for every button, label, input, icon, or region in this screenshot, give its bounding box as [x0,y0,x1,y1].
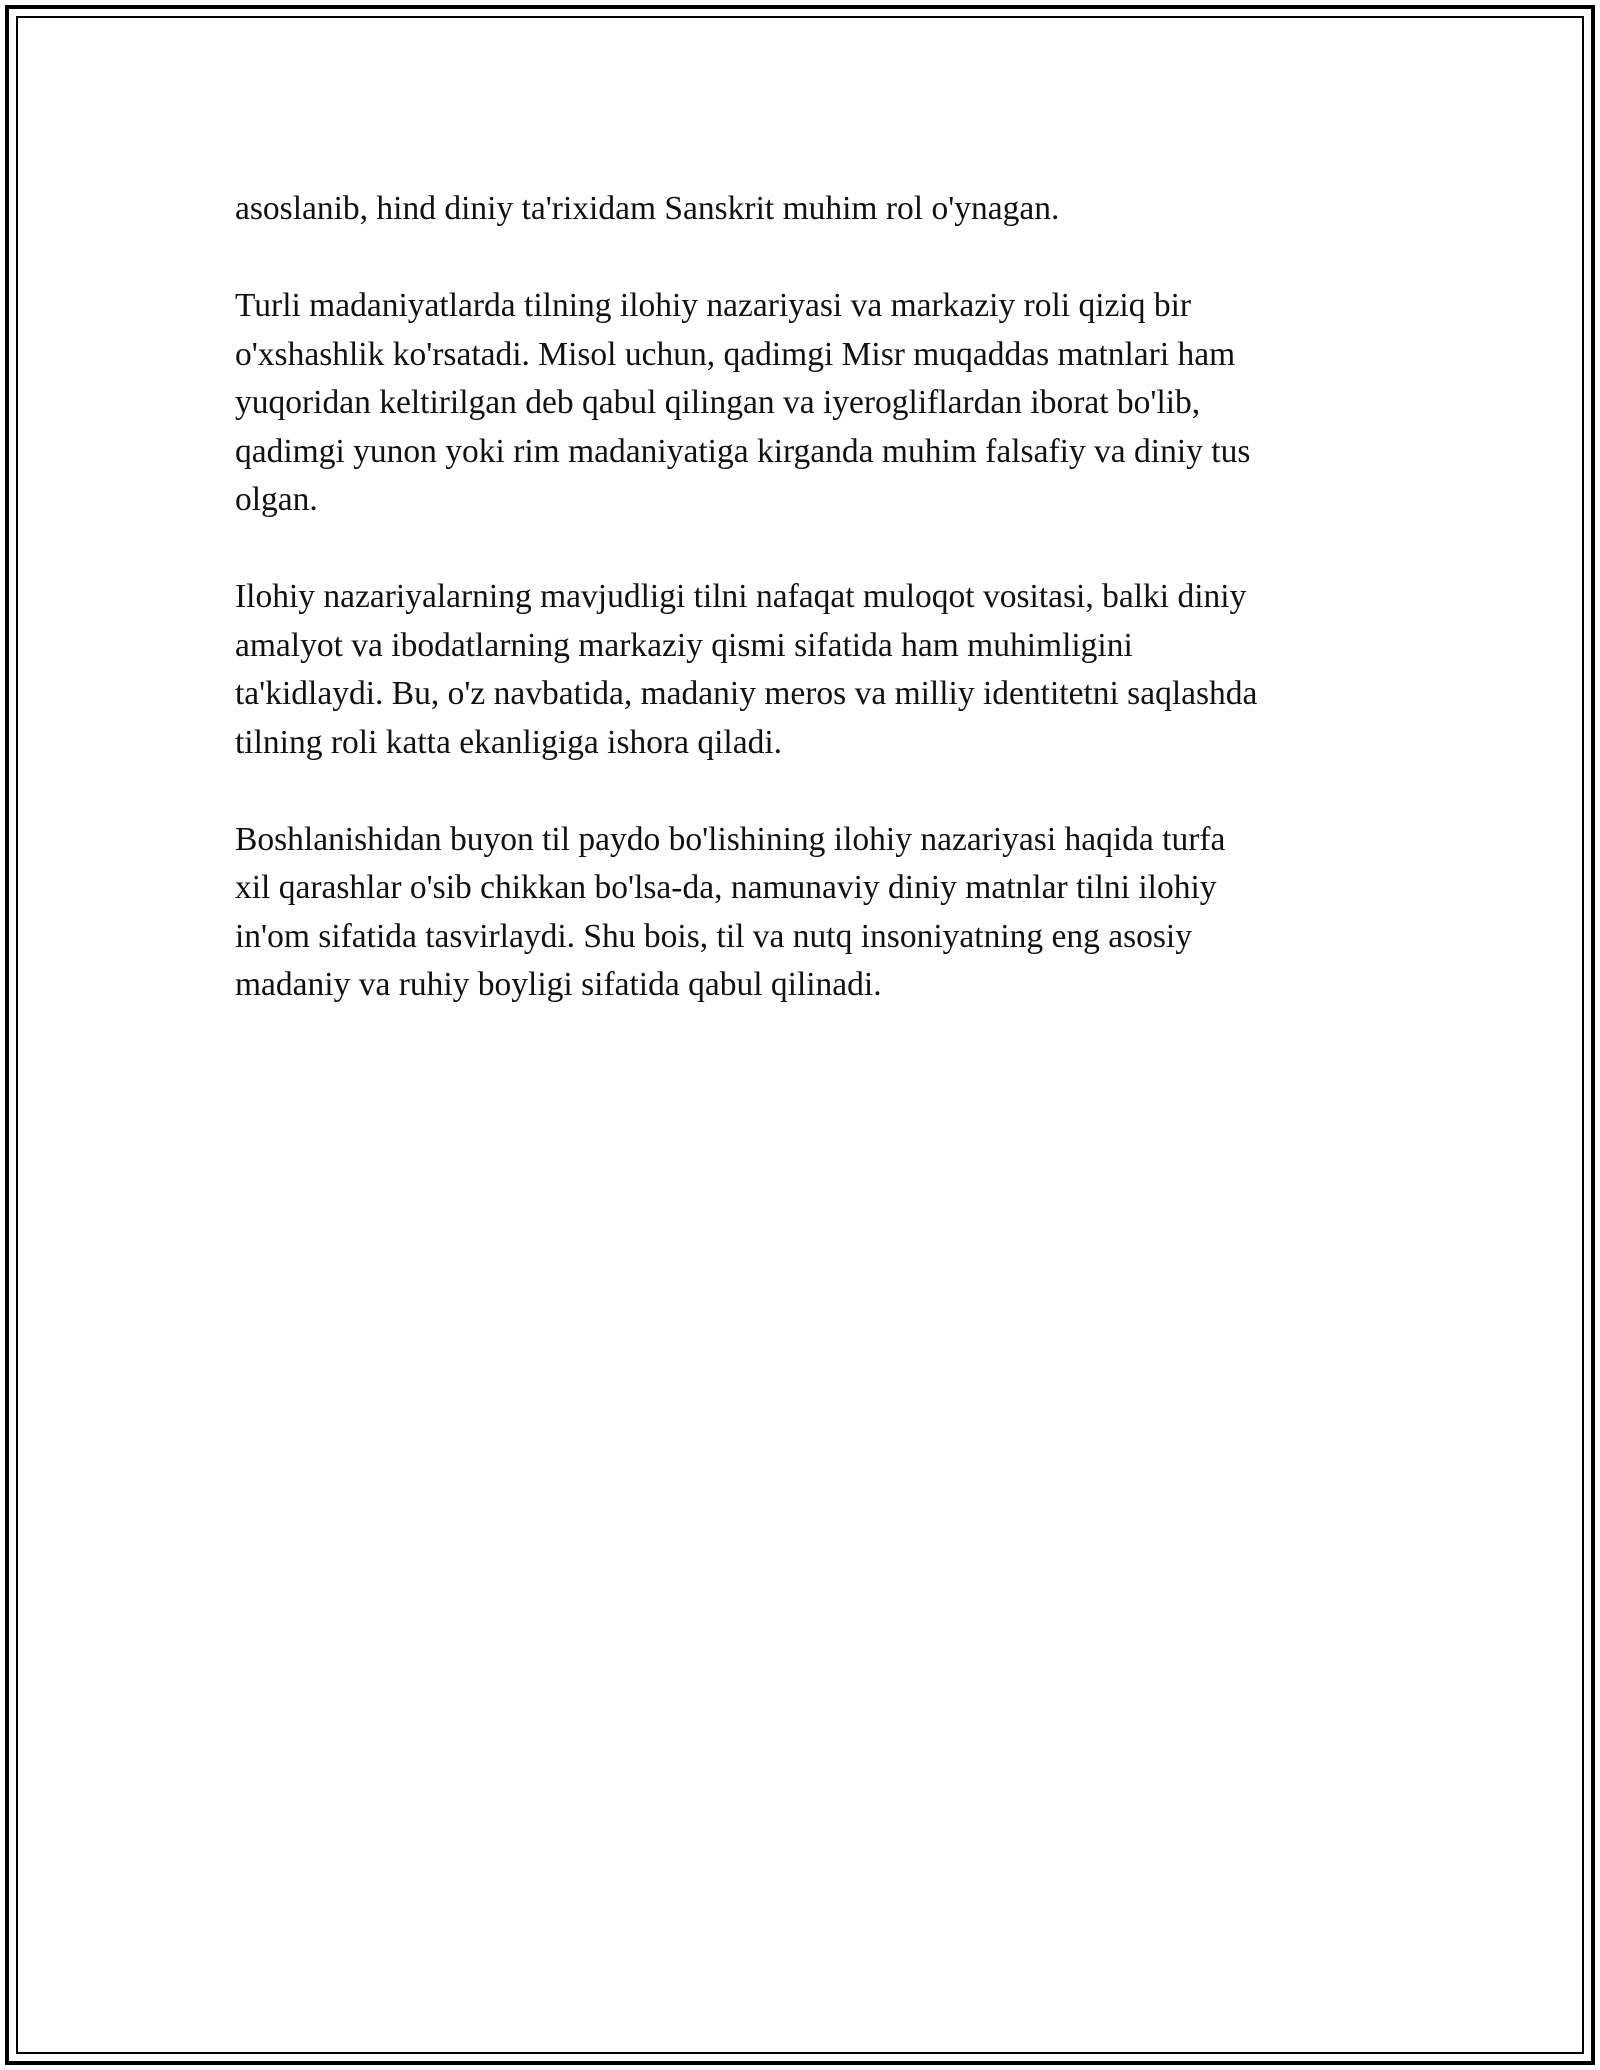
text-line: ta'kidlaydi. Bu, o'z navbatida, madaniy meros va milliy identitetni saqlashda [235,675,1258,712]
text-line: o'xshashlik ko'rsatadi. Misol uchun, qadimgi Misr muqaddas matnlari ham [235,335,1236,373]
paragraph-3 [235,573,1370,767]
text-line: yuqoridan keltirilgan deb qabul qilingan va iyerogliflardan iborat bo'lib, [235,384,1201,421]
text-line: amalyot va ibodatlarning markaziy qismi sifatida ham muhimligini [235,626,1133,664]
text-line: Turli madaniyatlarda tilning ilohiy nazariyasi va markaziy roli qiziq bir [235,287,1192,324]
text-line: madaniy va ruhiy boyligi sifatida qabul qilinadi. [235,966,882,1003]
text-line: in'om sifatida tasvirlaydi. Shu bois, til va nutq insoniyatning eng asosiy [235,917,1192,955]
paragraph-4 [235,816,1370,1010]
text-line: qadimgi yunon yoki rim madaniyatiga kirganda muhim falsafiy va diniy tus [235,432,1251,470]
document-body [235,185,1370,1058]
paragraph-1 [235,185,1370,234]
paragraph-2 [235,282,1370,525]
text-line: olgan. [235,481,318,518]
text-line: xil qarashlar o'sib chikkan bo'lsa-da, namunaviy diniy matnlar tilni ilohiy [235,869,1217,906]
text-line: Ilohiy nazariyalarning mavjudligi tilni nafaqat muloqot vositasi, balki diniy [235,578,1247,615]
text-line: asoslanib, hind diniy ta'rixidam Sanskrit muhim rol o'ynagan. [235,190,1060,227]
text-line: tilning roli katta ekanligiga ishora qiladi. [235,723,783,761]
text-line: Boshlanishidan buyon til paydo bo'lishining ilohiy nazariyasi haqida turfa [235,820,1226,858]
